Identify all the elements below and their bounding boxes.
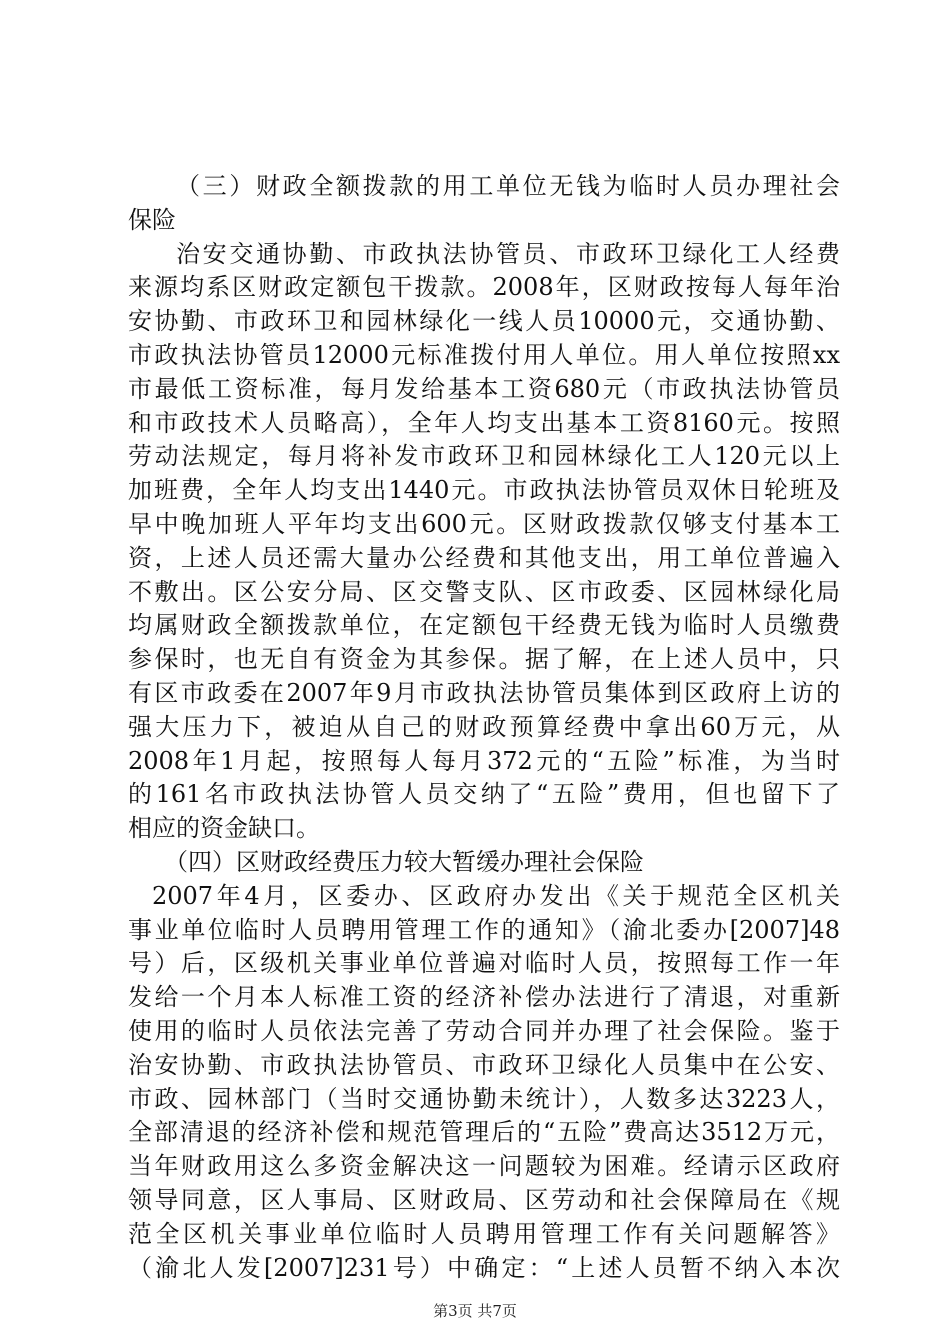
- document-body: [128, 170, 840, 1285]
- paragraph-line: 发给一个月本人标准工资的经济补偿办法进行了清退，对重新: [128, 983, 840, 1012]
- paragraph-line: 和市政技术人员略高），全年人均支出基本工资8160元。按照: [128, 408, 840, 437]
- paragraph-line: 使用的临时人员依法完善了劳动合同并办理了社会保险。鉴于: [128, 1016, 840, 1045]
- paragraph-line: 全部清退的经济补偿和规范管理后的“五险”费高达3512万元，: [128, 1118, 840, 1147]
- paragraph-line-last: 相应的资金缺口。: [128, 814, 320, 843]
- section-heading-3: （三）财政全额拨款的用工单位无钱为临时人员办理社会: [176, 172, 840, 200]
- paragraph-line: 参保时，也无自有资金为其参保。据了解，在上述人员中，只: [128, 645, 840, 674]
- paragraph-line: 有区市政委在2007年9月市政执法协管员集体到区政府上访的: [128, 678, 840, 707]
- paragraph-line: 范全区机关事业单位临时人员聘用管理工作有关问题解答》: [128, 1219, 840, 1248]
- paragraph-line: 加班费，全年人均支出1440元。市政执法协管员双休日轮班及: [128, 476, 840, 505]
- paragraph-line: 领导同意，区人事局、区财政局、区劳动和社会保障局在《规: [128, 1185, 840, 1214]
- paragraph-line: 的161名市政执法协管人员交纳了“五险”费用，但也留下了: [128, 780, 840, 809]
- paragraph-line: 市最低工资标准，每月发给基本工资680元（市政执法协管员: [128, 374, 840, 403]
- paragraph-line: 强大压力下，被迫从自己的财政预算经费中拿出60万元，从: [128, 712, 840, 741]
- paragraph-line: 治安交通协勤、市政执法协管员、市政环卫绿化工人经费: [176, 239, 840, 268]
- section-heading-3-cont: 保险: [128, 205, 176, 234]
- section-heading-4: （四）区财政经费压力较大暂缓办理社会保险: [164, 847, 644, 876]
- paragraph-line: 安协勤、市政环卫和园林绿化一线人员10000元，交通协勤、: [128, 307, 840, 336]
- paragraph-line: （渝北人发[2007]231号）中确定：“上述人员暂不纳入本次: [128, 1253, 840, 1282]
- page-number-footer: 第3页 共7页: [433, 1302, 517, 1320]
- paragraph-line: 号）后，区级机关事业单位普遍对临时人员，按照每工作一年: [128, 949, 840, 978]
- paragraph-line: 来源均系区财政定额包干拨款。2008年，区财政按每人每年治: [128, 273, 840, 302]
- paragraph-line: 2007年4月，区委办、区政府办发出《关于规范全区机关: [152, 881, 840, 910]
- paragraph-line: 资，上述人员还需大量办公经费和其他支出，用工单位普遍入: [128, 543, 840, 572]
- paragraph-line: 均属财政全额拨款单位，在定额包干经费无钱为临时人员缴费: [128, 611, 840, 640]
- paragraph-line: 市政执法协管员12000元标准拨付用人单位。用人单位按照xx: [128, 340, 840, 369]
- paragraph-line: 早中晚加班人平年均支出600元。区财政拨款仅够支付基本工: [128, 509, 840, 538]
- paragraph-line: 劳动法规定，每月将补发市政环卫和园林绿化工人120元以上: [128, 442, 840, 471]
- paragraph-line: 治安协勤、市政执法协管员、市政环卫绿化人员集中在公安、: [128, 1050, 840, 1079]
- paragraph-line: 当年财政用这么多资金解决这一问题较为困难。经请示区政府: [128, 1152, 840, 1181]
- paragraph-line: 事业单位临时人员聘用管理工作的通知》（渝北委办[2007]48: [128, 915, 840, 944]
- paragraph-line: 市政、园林部门（当时交通协勤未统计），人数多达3223人，: [128, 1084, 840, 1113]
- paragraph-line: 不敷出。区公安分局、区交警支队、区市政委、区园林绿化局: [128, 577, 840, 606]
- paragraph-line: 2008年1月起，按照每人每月372元的“五险”标准，为当时: [128, 746, 840, 775]
